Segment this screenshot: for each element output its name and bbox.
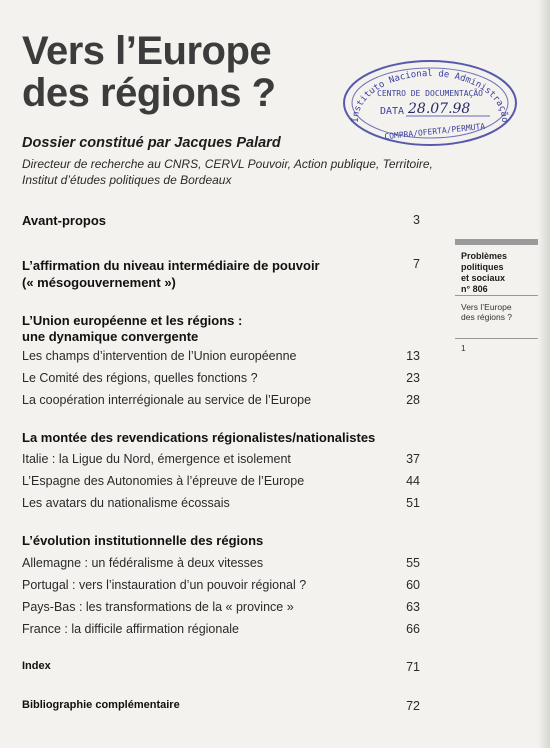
section-heading: L’Union européenne et les régions : bbox=[22, 313, 243, 328]
toc-page: 72 bbox=[406, 699, 420, 713]
toc-entry-avant-propos[interactable] bbox=[22, 213, 420, 228]
toc-entry[interactable] bbox=[22, 349, 420, 363]
toc-page: 37 bbox=[406, 452, 420, 466]
sidebar-rule bbox=[455, 239, 550, 245]
toc-page: 28 bbox=[406, 393, 420, 407]
toc-label: Les champs d’intervention de l’Union européenne bbox=[22, 349, 297, 363]
toc-entry-bibliographie[interactable] bbox=[22, 699, 420, 713]
section-heading-cont: une dynamique convergente bbox=[22, 329, 199, 344]
toc-entry-index[interactable] bbox=[22, 660, 420, 674]
sidebar-divider bbox=[455, 295, 550, 296]
affiliation-line-2: Institut d’études politiques de Bordeaux bbox=[22, 173, 232, 187]
toc-label: France : la difficile affirmation régionale bbox=[22, 622, 240, 636]
title-line-1: Vers l’Europe bbox=[22, 29, 272, 73]
toc-label: La coopération interrégionale au service de l’Europe bbox=[22, 393, 312, 407]
toc-entry[interactable] bbox=[22, 452, 420, 466]
title-line-2: des régions ? bbox=[22, 71, 276, 115]
toc-label: Italie : la Ligue du Nord, émergence et isolement bbox=[22, 452, 291, 466]
toc-page: 23 bbox=[406, 371, 420, 385]
page-number: 1 bbox=[461, 343, 466, 353]
stamp-date-value: 28.07.98 bbox=[408, 101, 471, 117]
toc-label: L’Espagne des Autonomies à l’épreuve de l’Europe bbox=[22, 474, 305, 488]
toc-page: 44 bbox=[406, 474, 420, 488]
toc-page: 55 bbox=[406, 556, 420, 570]
sidebar-subtitle: Vers l’Europe des régions ? bbox=[461, 302, 513, 322]
toc-entry-affirmation[interactable] bbox=[22, 257, 420, 291]
toc-label: Allemagne : un fédéralisme à deux vitesses bbox=[22, 556, 264, 570]
toc-entry[interactable] bbox=[22, 622, 420, 636]
toc-page: 51 bbox=[406, 496, 420, 510]
stamp-arc-text: Instituto Nacional de Administração bbox=[350, 69, 510, 123]
toc-entry[interactable] bbox=[22, 578, 420, 592]
sidebar-divider bbox=[455, 338, 550, 339]
toc-page: 71 bbox=[406, 660, 420, 674]
series-title: Problèmes politiques et sociaux n° 806 bbox=[461, 251, 508, 294]
toc-section-montee: La montée des revendications régionalistes/nationalistes bbox=[22, 430, 376, 445]
toc-label: Le Comité des régions, quelles fonctions ? bbox=[22, 371, 258, 385]
affiliation-line-1: Directeur de recherche au CNRS, CERVL Pouvoir, Action publique, Territoire, bbox=[22, 157, 433, 171]
dossier-author: Dossier constitué par Jacques Palard bbox=[22, 135, 281, 151]
toc-label: L’affirmation du niveau intermédiaire de pouvoir bbox=[22, 258, 320, 273]
page-title bbox=[22, 30, 276, 114]
toc-entry[interactable] bbox=[22, 474, 420, 488]
toc-entry[interactable] bbox=[22, 393, 420, 407]
toc-label: Pays-Bas : les transformations de la « province » bbox=[22, 600, 294, 614]
stamp-line-1: CENTRO DE DOCUMENTAÇÃO bbox=[377, 89, 483, 98]
stamp-date-label: DATA bbox=[380, 106, 405, 117]
toc-page: 7 bbox=[413, 257, 420, 271]
documentation-stamp bbox=[340, 58, 520, 148]
toc-page: 63 bbox=[406, 600, 420, 614]
toc-label: Index bbox=[22, 660, 51, 672]
toc-page: 3 bbox=[413, 213, 420, 227]
toc-entry[interactable] bbox=[22, 600, 420, 614]
toc-section-evolution: L’évolution institutionnelle des régions bbox=[22, 533, 264, 548]
toc-section-union bbox=[22, 313, 242, 345]
page-edge-shadow bbox=[538, 0, 550, 748]
toc-page: 66 bbox=[406, 622, 420, 636]
toc-label-cont: (« mésogouvernement ») bbox=[22, 275, 176, 290]
toc-page: 13 bbox=[406, 349, 420, 363]
toc-label: Portugal : vers l’instauration d’un pouvoir régional ? bbox=[22, 578, 307, 592]
toc-label: Avant-propos bbox=[22, 213, 107, 228]
toc-page: 60 bbox=[406, 578, 420, 592]
toc-label: Bibliographie complémentaire bbox=[22, 699, 180, 711]
toc-label: Les avatars du nationalisme écossais bbox=[22, 496, 230, 510]
toc-entry[interactable] bbox=[22, 496, 420, 510]
toc-entry[interactable] bbox=[22, 556, 420, 570]
author-affiliation bbox=[22, 156, 462, 188]
stamp-line-3: COMPRA/OFERTA/PERMUTA bbox=[383, 121, 486, 142]
issue-number: n° 806 bbox=[461, 284, 488, 294]
toc-entry[interactable] bbox=[22, 371, 420, 385]
